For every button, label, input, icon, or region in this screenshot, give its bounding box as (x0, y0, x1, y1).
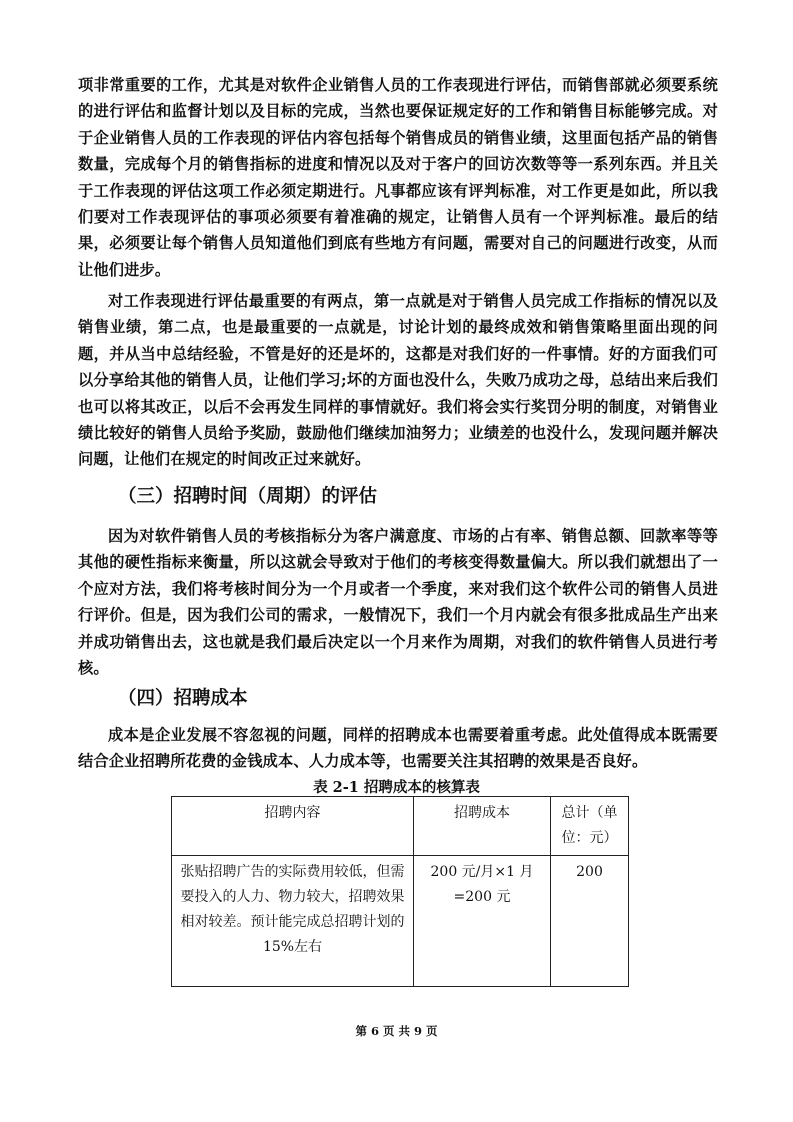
header-recruitment-content: 招聘内容 (172, 797, 414, 856)
table-row (172, 856, 629, 987)
header-total: 总计（单位：元） (551, 797, 629, 856)
paragraph-evaluation-key-points: 对工作表现进行评估最重要的有两点，第一点就是对于销售人员完成工作指标的情况以及销售业绩，第二点，也是最重要的一点就是，讨论计划的最终成效和销售策略里面出现的问题，并从当中总结经验，不管是好的还是坏的，这都是对我们好的一件事情。好的方面我们可以分享给其他的销售人员，让他们学习;坏的方面也没什么，失败乃成功之母，总结出来后我们也可以将其改正，以后不会再发生同样的事情就好。我们将会实行奖罚分明的制度，对销售业绩比较好的销售人员给予奖励，鼓励他们继续加油努力；业绩差的也没什么，发现问题并解决问题，让他们在规定的时间改正过来就好。 (78, 292, 718, 469)
paragraph-assessment-period: 因为对软件销售人员的考核指标分为客户满意度、市场的占有率、销售总额、回款率等等其他的硬性指标来衡量，所以这就会导致对于他们的考核变得数量偏大。所以我们就想出了一个应对方法，我们将考核时间分为一个月或者一个季度，来对我们这个软件公司的销售人员进行评价。但是，因为我们公司的需求，一般情况下，我们一个月内就会有很多批成品生产出来并成功销售出去，这也就是我们最后决定以一个月来作为周期，对我们的软件销售人员进行考核。 (78, 527, 718, 678)
header-recruitment-cost: 招聘成本 (414, 797, 551, 856)
section-heading-recruitment-period: （三）招聘时间（周期）的评估 (118, 486, 378, 507)
paragraph-recruitment-cost: 成本是企业发展不容忽视的问题，同样的招聘成本也需要着重考虑。此处值得成本既需要结合企业招聘所花费的金钱成本、人力成本等，也需要关注其招聘的效果是否良好。 (78, 726, 718, 771)
cell-recruitment-content: 张贴招聘广告的实际费用较低，但需要投入的人力、物力较大，招聘效果相对较差。预计能完成总招聘计划的 15%左右 (172, 856, 414, 987)
cell-recruitment-cost: 200 元/月×1 月=200 元 (414, 856, 551, 987)
cell-total: 200 (551, 856, 629, 987)
table-caption: 表 2-1 招聘成本的核算表 (313, 779, 480, 796)
section-heading-recruitment-cost: （四）招聘成本 (118, 688, 248, 709)
paragraph-performance-evaluation: 项非常重要的工作，尤其是对软件企业销售人员的工作表现进行评估，而销售部就必须要系统的进行评估和监督计划以及目标的完成，当然也要保证规定好的工作和销售目标能够完成。对于企业销售人员的工作表现的评估内容包括每个销售成员的销售业绩，这里面包括产品的销售数量，完成每个月的销售指标的进度和情况以及对于客户的回访次数等等一系列东西。并且关于工作表现的评估这项工作必须定期进行。凡事都应该有评判标准，对工作更是如此，所以我们要对工作表现评估的事项必须要有着准确的规定，让销售人员有一个评判标准。最后的结果，必须要让每个销售人员知道他们到底有些地方有问题，需要对自己的问题进行改变，从而让他们进步。 (78, 76, 718, 279)
recruitment-cost-table (171, 796, 629, 987)
page-footer: 第 6 页 共 9 页 (355, 1024, 438, 1038)
table-header-row (172, 797, 629, 856)
